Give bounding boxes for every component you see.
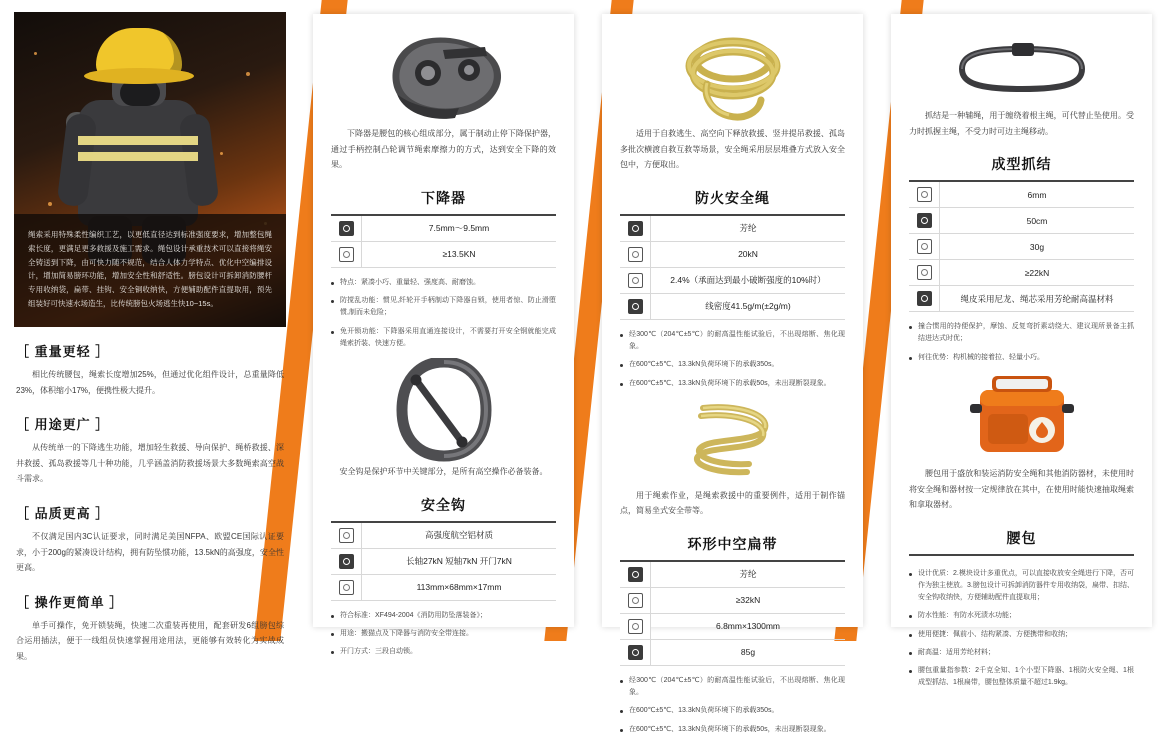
list-item: 使用便捷：佩前小、结构紧凑、方便携带和收纳； (909, 629, 1134, 641)
list-item: 何往优势：构机械的接着拉、轻量小巧。 (909, 352, 1134, 364)
sling-title: 环形中空扁带 (620, 529, 845, 562)
spec-value: 2.4%（承面达到最小破断强度的10%时） (651, 267, 846, 293)
list-item: 在600℃±5℃、13.3kN负荷环境下的承载350s。 (620, 359, 845, 371)
table-row (620, 639, 845, 665)
waist-bag-intro: 腰包用于盛放和装运消防安全绳和其他消防器材，未使用时将安全绳和器材按一定规律放在其中，在使用时能快速抽取绳索和拿取器材。 (909, 468, 1134, 510)
rope-title: 防火安全绳 (620, 183, 845, 216)
feature-title: ［ 用途更广 ］ (16, 417, 110, 433)
strength-icon (331, 548, 362, 574)
feature-text: 相比传统腰包，绳索长度增加25%，但通过优化组件设计，总重量降低23%，体积缩小17%，便携性极大提升。 (16, 370, 284, 395)
waist-bag-bullets (909, 568, 1134, 690)
waist-bag-figure (909, 370, 1134, 466)
table-row (331, 216, 556, 242)
spec-value: 绳皮采用尼龙、绳芯采用芳纶耐高温材料 (940, 286, 1135, 312)
feature-sections (14, 327, 286, 665)
carabiner-intro: 安全钩是保护环节中关键部分，是所有高空操作必备装备。 (339, 467, 548, 477)
feature-text: 不仅满足国内3C认证要求，同时满足美国NFPA、欧盟CE国际认证要求，小于200g的紧凑设计结构，拥有防坠惯功能，13.5kN的高强度，安全性更高。 (16, 531, 284, 573)
weight-icon (909, 234, 940, 260)
prusik-title: 成型抓结 (909, 149, 1134, 182)
spec-value: 113mm×68mm×17mm (362, 574, 557, 600)
spec-value: 30g (940, 234, 1135, 260)
list-item: 符合标准：XF494-2004《消防用防坠落装备》； (331, 610, 556, 622)
table-row (620, 267, 845, 293)
material-icon (620, 562, 651, 588)
prusik-intro: 抓结是一种辅绳，用于缠绕着根主绳，可代替止坠使用。受力时抓握主绳，不受力时可边主绳移动。 (909, 111, 1134, 136)
table-row (620, 613, 845, 639)
spec-value: 20kN (651, 241, 846, 267)
table-row (909, 260, 1134, 286)
feature-title: ［ 操作更简单 ］ (16, 594, 124, 610)
list-item: 免开锁功能：下降器采用直通连接设计，不需要打开安全钢就能完成绳索折装、快速方便。 (331, 326, 556, 351)
descender-intro: 下降器是腰包的核心组成部分，属于制动止停下降保护器，通过手柄控制凸轮调节绳索摩擦力的方式，达到安全下降的效果。 (331, 129, 556, 170)
size-icon (620, 613, 651, 639)
length-icon (909, 208, 940, 234)
sling-illustration (673, 398, 793, 486)
card-descender (313, 14, 574, 656)
spec-value: 芳纶 (651, 562, 846, 588)
descender-illustration (381, 32, 507, 124)
carabiner-figure (331, 356, 556, 464)
sling-intro: 用于绳索作业，是绳索救援中的重要例件，适用于制作锚点，简易坐式安全带等。 (620, 490, 845, 516)
rope-bullets (620, 329, 845, 390)
card-prusik (891, 14, 1152, 687)
feature-section-simpler (16, 592, 284, 665)
list-item: 在600℃±5℃、13.3kN负荷环境下的承载50s，未出现断裂现象。 (620, 724, 845, 736)
list-item: 在600℃±5℃、13.3kN负荷环境下的承载50s，未出现断裂现象。 (620, 378, 845, 390)
prusik-bullets (909, 321, 1134, 364)
list-item: 经300℃（204℃±5℃）的耐高温性能试验后，不出现熔断、焦化现象。 (620, 675, 845, 700)
list-item: 开门方式：三段自动锁。 (331, 646, 556, 658)
list-item: 腰包重量指参数：2千克全知、1个小型下降器、1根防火安全绳、1根成型抓结、1根扁带，腰包整体质量不超过1.9kg。 (909, 665, 1134, 690)
waist-bag-illustration (970, 372, 1074, 464)
table-row (331, 241, 556, 267)
spec-value: ≥32kN (651, 587, 846, 613)
sling-spec-table (620, 562, 845, 666)
list-item: 特点：紧凑小巧、重量轻、强度高、耐磨蚀。 (331, 277, 556, 289)
spec-value: 6mm (940, 182, 1135, 208)
table-row (331, 574, 556, 600)
spec-value: ≥13.5KN (362, 241, 557, 267)
prusik-figure (909, 30, 1134, 108)
spec-value: 高强度航空铝材质 (362, 523, 557, 549)
rope-intro: 适用于自救逃生、高空向下释放救援、竖井提吊救援、孤岛多批次横渡自救互救等场景，安全绳采用层层堆叠方式放入安全包中，方便取出。 (620, 129, 845, 170)
spec-value: 50cm (940, 208, 1135, 234)
table-row (620, 241, 845, 267)
carabiner-title: 安全钩 (331, 490, 556, 523)
material-icon (331, 523, 362, 549)
list-item: 撞合惯用的持便保护，摩蚀、反复弯折素动绕大、建议现所景备主抓结进达式时优； (909, 321, 1134, 346)
weight-icon (620, 293, 651, 319)
sling-figure (620, 396, 845, 488)
spec-value: ≥22kN (940, 260, 1135, 286)
elongation-icon (620, 267, 651, 293)
table-row (620, 562, 845, 588)
sling-bullets (620, 675, 845, 736)
table-row (620, 587, 845, 613)
spec-value: 线密度41.5g/m(±2g/m) (651, 293, 846, 319)
list-item: 用途：搬猫点及下降器与消防安全带连接。 (331, 628, 556, 640)
spec-value: 长轴27kN 短轴7kN 开门7kN (362, 548, 557, 574)
prusik-illustration (938, 41, 1106, 97)
spec-value: 6.8mm×1300mm (651, 613, 846, 639)
feature-section-lighter (16, 341, 284, 398)
strength-icon (331, 241, 362, 267)
table-row (909, 208, 1134, 234)
table-row (620, 293, 845, 319)
size-icon (331, 574, 362, 600)
spec-value: 芳纶 (651, 216, 846, 242)
descender-spec-table (331, 216, 556, 268)
rope-diameter-icon (331, 216, 362, 242)
descender-title: 下降器 (331, 183, 556, 216)
table-row (909, 182, 1134, 208)
hero-caption: 绳索采用特殊柔性编织工艺，以更低直径达到标准强度要求，增加整包绳索长度，更满足更多救援及施工需求。绳包设计承重技术可以直接将绳安全铸送到下降，由可快力随不规范，结合人体力学特点、优化中空编排设计，增加简易膀环功能，增加安全性和舒适性。膀包设计可拆卸消防腰杆专用收纳袋，扁带、挂钩、安全铜收纳快，方便辅助配件直提取用，预先组装好可快速水场造生，比传统膀包火场逃生快10~15s。 (14, 214, 286, 327)
feature-title: ［ 品质更高 ］ (16, 505, 110, 521)
spec-value: 7.5mm～9.5mm (362, 216, 557, 242)
hero-image (14, 12, 286, 327)
strength-icon (620, 241, 651, 267)
list-item: 耐高温：适用芳纶材料； (909, 647, 1134, 659)
feature-section-wider-use (16, 414, 284, 487)
table-row (909, 234, 1134, 260)
strength-icon (909, 260, 940, 286)
feature-text: 单手可操作，免开锁装绳，快速二次重装再使用，配套研发6组膀包综合运用插法，便于一线组员快速掌握用途用法，更能够有效转化为实战成果。 (16, 620, 284, 661)
prusik-spec-table (909, 182, 1134, 312)
weight-icon (620, 639, 651, 665)
size-icon (909, 182, 940, 208)
feature-section-quality (16, 503, 284, 576)
carabiner-illustration (396, 358, 492, 462)
spec-value: 85g (651, 639, 846, 665)
table-row (909, 286, 1134, 312)
feature-title: ［ 重量更轻 ］ (16, 344, 110, 359)
rope-coil-illustration (667, 32, 799, 124)
rope-spec-table (620, 216, 845, 320)
table-row (331, 523, 556, 549)
list-item: 设计优质：2.模块设计多重优点，可以直接收放安全绳进行下降，否可作为独主使放。3.膀包设计可拆卸消防器件专用收纳袋，扁带、扣结、安全钩收纳快，方便辅助配件直提取用； (909, 568, 1134, 605)
table-row (331, 548, 556, 574)
descender-figure (331, 30, 556, 126)
feature-text: 从传统单一的下降逃生功能，增加轻生救援、导向保护、绳桥救援、深井救援、孤岛救援等几十种功能，几乎涵盖消防救援场景大多数绳索高空战斗需求。 (16, 443, 284, 484)
waist-bag-title: 腰包 (909, 523, 1134, 556)
material-icon (909, 286, 940, 312)
table-row (620, 216, 845, 242)
descender-bullets (331, 277, 556, 350)
material-icon (620, 216, 651, 242)
hero-column (14, 12, 286, 661)
carabiner-bullets (331, 610, 556, 659)
carabiner-spec-table (331, 523, 556, 601)
card-rope (602, 14, 863, 733)
list-item: 经300℃（204℃±5℃）的耐高温性能试验后，不出现熔断、焦化现象。 (620, 329, 845, 354)
list-item: 在600℃±5℃、13.3kN负荷环境下的承载350s。 (620, 705, 845, 717)
list-item: 防水性能：有防水死渍水功能； (909, 610, 1134, 622)
rope-coil-figure (620, 30, 845, 126)
strength-icon (620, 587, 651, 613)
list-item: 防搅乱功能：惯见,纤轮开手柄制动下降器自锁，使用者惊、防止滑堕惯,制而未危险； (331, 295, 556, 320)
